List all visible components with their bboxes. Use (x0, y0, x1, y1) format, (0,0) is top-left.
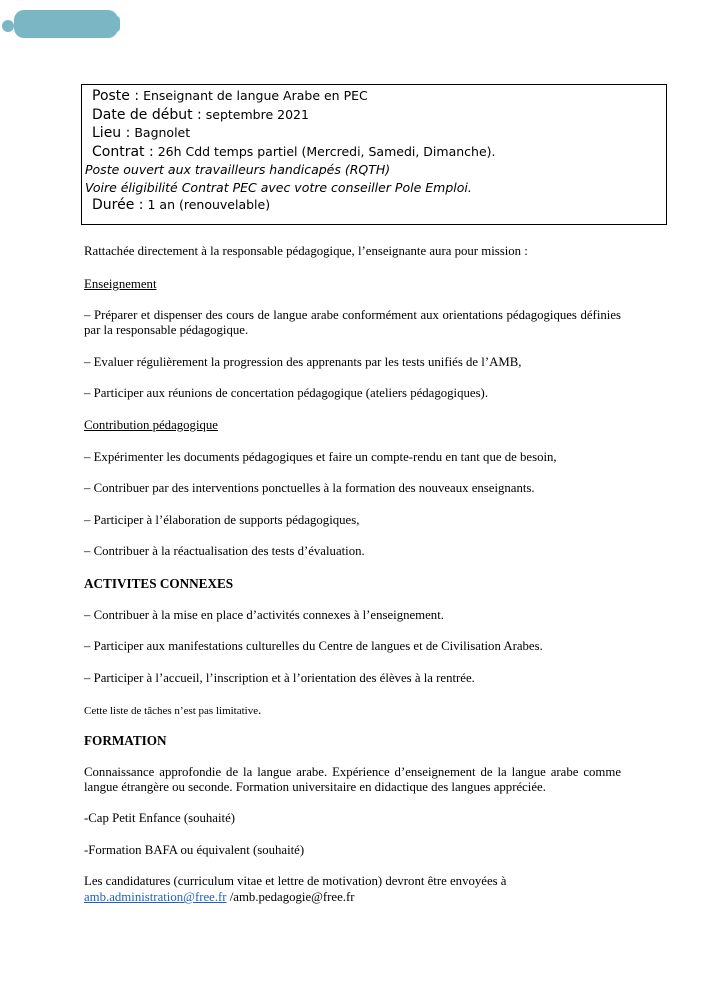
lieu-label: Lieu : (92, 125, 131, 141)
date-label: Date de début : (92, 106, 202, 123)
contrat-value: 26h Cdd temps partiel (Mercredi, Samedi, Dimanche). (157, 143, 496, 159)
contribution-item: – Participer à l’élaboration de supports pédagogiques, (84, 513, 360, 527)
contribution-item: – Contribuer à la réactualisation des tests d’évaluation. (84, 544, 365, 558)
contact-emails (84, 890, 621, 905)
rqth-note: Poste ouvert aux travailleurs handicapés (RQTH) (85, 162, 391, 177)
formation-heading: FORMATION (84, 733, 167, 748)
connexes-item: – Participer aux manifestations culturelles du Centre de langues et de Civilisation Arabes. (84, 639, 543, 653)
contribution-item: – Contribuer par des interventions ponctuelles à la formation des nouveaux enseignants. (84, 481, 535, 495)
date-row (82, 106, 666, 125)
bafa-requirement: -Formation BAFA ou équivalent (souhaité) (84, 843, 305, 857)
poste-row (82, 87, 666, 106)
intro-text: Rattachée directement à la responsable pédagogique, l’enseignante aura pour mission : (84, 244, 528, 258)
poste-value: Enseignant de langue Arabe en PEC (143, 88, 368, 103)
poste-label: Poste : (92, 88, 140, 104)
contribution-item: – Expérimenter les documents pédagogiques et faire un compte-rendu en tant que de besoin, (84, 450, 557, 464)
candidatures-text: Les candidatures (curriculum vitae et lettre de motivation) devront être envoyées à (84, 874, 507, 888)
enseignement-item: – Préparer et dispenser des cours de langue arabe conformément aux orientations pédagogiques définies par la responsable pédagogique. (84, 308, 621, 337)
connexes-item: – Contribuer à la mise en place d’activités connexes à l’enseignement. (84, 608, 444, 622)
duree-row (82, 196, 666, 215)
connexes-item: – Participer à l’accueil, l’inscription et à l’orientation des élèves à la rentrée. (84, 671, 475, 685)
job-info-box (81, 84, 667, 225)
cap-requirement: -Cap Petit Enfance (souhaité) (84, 811, 236, 825)
enseignement-item: – Participer aux réunions de concertation pédagogique (ateliers pédagogiques). (84, 386, 489, 400)
non-limitative-period: . (258, 703, 262, 717)
logo (2, 8, 120, 40)
duree-value: 1 an (renouvelable) (147, 197, 271, 212)
logo-dot (2, 20, 14, 32)
lieu-row (82, 124, 666, 143)
non-limitative-text: Cette liste de tâches n’est pas limitative (84, 705, 259, 717)
non-limitative-note (84, 703, 621, 719)
duree-label: Durée : (92, 197, 144, 213)
contrat-label: Contrat : (92, 143, 154, 160)
email-link-administration[interactable]: amb.administration@free.fr (84, 890, 227, 904)
contribution-heading: Contribution pédagogique (84, 418, 218, 432)
enseignement-heading: Enseignement (84, 277, 157, 291)
pec-note: Voire éligibilité Contrat PEC avec votre conseiller Pole Emploi. (85, 179, 472, 195)
contrat-row (82, 143, 666, 162)
logo-tail (112, 16, 120, 32)
logo-shape (14, 10, 118, 38)
enseignement-item: – Evaluer régulièrement la progression des apprenants par les tests unifiés de l’AMB, (84, 355, 522, 369)
email-pedagogie: /amb.pedagogie@free.fr (226, 890, 355, 904)
formation-text: Connaissance approfondie de la langue arabe. Expérience d’enseignement de la langue arabe comme langue étrangère ou seconde. Formation universitaire en didactique des langues appréciée. (84, 765, 621, 794)
connexes-heading: ACTIVITES CONNEXES (84, 576, 234, 591)
lieu-value: Bagnolet (134, 125, 191, 140)
date-value: septembre 2021 (205, 106, 309, 122)
